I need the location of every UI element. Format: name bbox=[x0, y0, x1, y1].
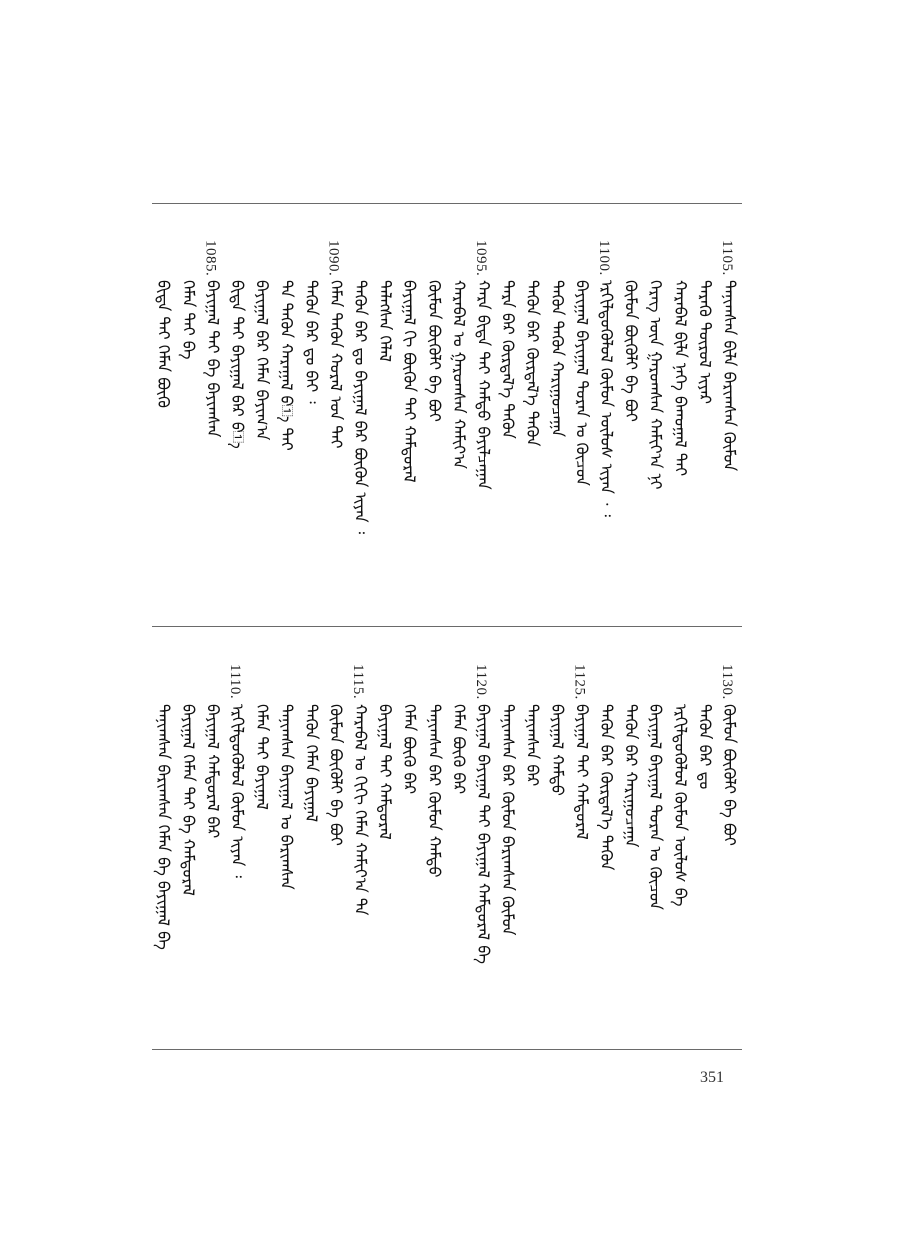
verse-column bbox=[175, 664, 201, 1024]
verse-column bbox=[421, 664, 447, 1024]
verse-column bbox=[396, 240, 422, 600]
verse-line: ᠲᠠ ᠲᠡᠭᠦᠨ ᠬᠠᠷᠠᠭᠠᠯ ᠪ᠋ᠠ ᠲᠠᠢ bbox=[277, 280, 297, 451]
verse-section-upper bbox=[152, 240, 742, 620]
verse-column bbox=[470, 664, 496, 1024]
verse-column bbox=[593, 664, 619, 1024]
verse-column bbox=[568, 240, 594, 600]
verse-column bbox=[396, 664, 422, 1024]
verse-line: ᠲᠡᠭᠦᠨ ᠪᠡᠷ ᠬᠠᠷᠢᠭᠤᠴᠠᠭᠠ bbox=[621, 704, 641, 848]
verse-column bbox=[298, 664, 324, 1024]
verse-line: ᠬᠦᠮᠦᠨ ᠪᠦᠬᠦᠯᠢ ᠪᠠ ᠪᠤᠢ bbox=[720, 704, 739, 846]
verse-column bbox=[691, 240, 717, 600]
verse-line: ᠬᠡᠮᠡᠨ ᠲᠠᠢ ᠪᠠᠶᠢᠭᠠᠯ bbox=[252, 704, 272, 810]
line-number: 1125. bbox=[571, 664, 588, 700]
verse-line: ᠲᠡᠭᠦᠨ ᠪᠡᠷ ᠬᠦᠷᠲᠡᠯ᠎ᠡ ᠲᠡᠭᠦᠨ bbox=[597, 704, 616, 871]
verse-column bbox=[544, 664, 570, 1024]
verse-column bbox=[593, 240, 619, 600]
line-number: 1100. bbox=[596, 240, 612, 276]
verse-line: ᠲᠡᠭᠦᠨ ᠪᠡᠷ ᠬᠦᠷᠲᠡᠯ᠎ᠡ ᠲᠡᠭᠦᠨ bbox=[523, 280, 543, 447]
verse-column bbox=[642, 240, 668, 600]
verse-line: ᠬᠦᠮᠦᠨ ᠪᠦᠬᠦᠯᠢ ᠪᠠ ᠪᠤᠢ bbox=[424, 280, 444, 422]
verse-column bbox=[544, 240, 570, 600]
verse-line: ᠪᠠᠶᠢᠭᠠᠯ ᠪᠠᠶᠢᠭᠠᠯ ᠳᠤᠷᠠᠨ ᠤ ᠬᠦᠴᠦᠨ bbox=[646, 704, 666, 910]
verse-line: ᠬᠠᠷᠠ ᠪᠢᠳᠡ ᠲᠠᠢ ᠬᠠᠮᠲᠤ ᠪᠠᠶᠢᠯᠴᠠᠭᠠᠨ bbox=[474, 280, 493, 490]
verse-line: ᠬᠦᠮᠦᠨ ᠪᠦᠬᠦᠯᠢ ᠪᠠ ᠪᠤᠢ bbox=[621, 280, 641, 422]
verse-line: ᠲᠡᠷᠡᠭᠦ ᠲᠦᠷᠦᠯ ᠢᠶᠠᠷ bbox=[695, 280, 715, 405]
verse-column bbox=[642, 664, 668, 1024]
verse-line: ᠲᠠᠨᠢᠭᠰᠠᠨ ᠪᠠᠷᠢᠭᠰᠠᠨ ᠬᠡᠮᠡᠨ ᠪᠠ ᠪᠠᠶᠢᠭᠠᠯ ᠪᠠ bbox=[154, 704, 174, 950]
verse-column bbox=[298, 240, 324, 600]
verse-line: ᠪᠠᠶᠢᠭᠠᠯ ᠲᠠᠢ ᠪᠠ ᠪᠠᠶᠢᠭᠰᠠᠨ bbox=[203, 280, 223, 438]
verse-line: ᠲᠡᠭᠦᠨ ᠲᠡᠭᠦᠨ ᠬᠠᠷᠢᠭᠤᠴᠠᠭᠠ bbox=[547, 280, 567, 438]
verse-column bbox=[495, 240, 521, 600]
verse-line: ᠪᠠᠶᠢᠭᠠᠯ ᠲᠠᠢ ᠬᠠᠮᠲᠤᠷᠠᠯ bbox=[375, 704, 395, 840]
verse-column bbox=[421, 240, 447, 600]
verse-column bbox=[618, 664, 644, 1024]
verse-line: ᠲᠠᠨᠢᠭᠰᠠᠨ ᠪᠡᠷ bbox=[523, 704, 543, 787]
verse-line: ᠡᠷᠭᠢᠯᠳᠦᠭᠦᠯᠦᠯ ᠬᠦᠮᠦᠨ ᠢᠶᠡᠨ ᠄ bbox=[228, 704, 247, 878]
verse-line: ᠪᠠᠶᠢᠭᠠᠯ ᠪᠠᠶᠢᠭᠠᠯ ᠲᠠᠢ ᠪᠠᠶᠢᠭᠠᠯ ᠬᠠᠮᠲᠤᠷᠠᠯ ᠪᠠ bbox=[474, 704, 493, 964]
verse-line: ᠪᠠᠶᠢᠭᠠᠯ ᠬᠠᠮᠲᠤ bbox=[547, 704, 567, 796]
verse-line: ᠡᠷᠭᠢᠯᠳᠦᠭᠦᠯᠦᠯ ᠬᠦᠮᠦᠨ ᠦᠯᠦᠰ ᠪᠠ bbox=[670, 704, 690, 907]
line-number: 1085. bbox=[202, 240, 219, 277]
line-number: 1105. bbox=[719, 240, 735, 276]
line-number: 1130. bbox=[719, 664, 735, 700]
verse-column bbox=[716, 664, 742, 1024]
verse-column bbox=[347, 240, 373, 600]
verse-line: ᠲᠡᠷᠡ ᠪᠡᠷ ᠬᠦᠷᠲᠡᠯ᠎ᠡ ᠲᠡᠭᠦᠨ bbox=[498, 280, 518, 439]
verse-column bbox=[445, 664, 471, 1024]
verse-line: ᠪᠠᠶᠢᠭᠠᠯ ᠬᠢ ᠪᠦᠬᠦᠨ ᠲᠠᠢ ᠬᠠᠮᠲᠤᠷᠠᠯ bbox=[400, 280, 420, 483]
line-number: 1120. bbox=[473, 664, 489, 700]
verse-column bbox=[372, 240, 398, 600]
verse-line: ᠬᠡᠷᠡᠭ ᠦᠨ ᠭᠠᠷᠤᠭᠰᠠᠨ ᠬᠠᠮᠢᠶ᠎ᠠ ᠨᠢ bbox=[646, 280, 666, 490]
verse-column bbox=[199, 240, 225, 600]
verse-line: ᠲᠠᠨᠢᠭᠰᠠᠨ ᠪᠠᠶᠢᠭᠠᠯ ᠤ ᠪᠠᠷᠢᠭᠰᠠᠨ bbox=[277, 704, 297, 890]
verse-line: ᠪᠠᠶᠢᠭᠠᠯ ᠬᠡᠮᠡᠨ ᠲᠠᠢ ᠪᠠ ᠬᠠᠮᠲᠤᠷᠠᠯ bbox=[178, 704, 198, 896]
verse-column bbox=[199, 664, 225, 1024]
verse-column bbox=[618, 240, 644, 600]
line-number: 1110. bbox=[227, 664, 243, 700]
verse-column bbox=[224, 240, 250, 600]
verse-column bbox=[273, 240, 299, 600]
verse-column bbox=[519, 664, 545, 1024]
verse-line: ᠲᠡᠯᠡᠭᠰᠡᠨ ᠬᠡᠯᠡᠯ bbox=[375, 280, 395, 363]
verse-line: ᠬᠡᠮᠡᠨ ᠪᠦᠬᠦ ᠪᠡᠷ bbox=[400, 704, 420, 795]
verse-column bbox=[249, 240, 275, 600]
verse-column bbox=[667, 240, 693, 600]
verse-line: ᠪᠠᠶᠢᠭᠠᠯ ᠬᠠᠮᠲᠤᠷᠠᠯ ᠪᠡᠷ bbox=[203, 704, 223, 839]
verse-column bbox=[519, 240, 545, 600]
verse-line: ᠲᠡᠭᠦᠨ ᠪᠡᠷ ᠳᠤ ᠪᠠᠢ ᠄ bbox=[301, 280, 321, 404]
verse-line: ᠪᠠᠶᠢᠭᠠᠯ ᠲᠠᠢ ᠬᠠᠮᠲᠤᠷᠠᠯ bbox=[572, 704, 592, 840]
verse-column bbox=[716, 240, 742, 600]
page-number: 351 bbox=[700, 1069, 724, 1086]
verse-line: ᠲᠡᠭᠦᠨ ᠪᠡᠷ ᠳᠤ bbox=[695, 704, 715, 790]
bottom-rule bbox=[152, 1049, 742, 1050]
verse-line: ᠲᠡᠭᠦᠨ ᠪᠡᠷ ᠳᠤ ᠪᠠᠶᠢᠭᠠᠯ ᠪᠡᠷ ᠪᠦᠬᠦᠨ ᠢᠶᠡᠨ ᠄ bbox=[351, 280, 370, 535]
line-number: 1090. bbox=[325, 240, 342, 277]
middle-rule bbox=[152, 626, 742, 627]
verse-column bbox=[224, 664, 250, 1024]
verse-column bbox=[691, 664, 717, 1024]
verse-line: ᠪᠠᠶᠢᠭᠠᠯ ᠪᠠᠶᠢᠭᠠᠯ ᠳᠤᠷᠠᠨ ᠤ ᠬᠦᠴᠦᠨ bbox=[572, 280, 592, 486]
top-rule bbox=[152, 203, 742, 204]
verse-column bbox=[175, 240, 201, 600]
line-number: 1095. bbox=[473, 240, 489, 277]
verse-line: ᠬᠠᠷᠠᠪᠠᠯ ᠪᠢᠯᠡ ᠨᠡᠭᠡ ᠪᠠᠬᠤᠭᠠᠯ ᠲᠠᠢ bbox=[670, 280, 690, 477]
verse-column bbox=[347, 664, 373, 1024]
verse-line: ᠪᠠᠶᠢᠭᠠᠯ ᠪᠡᠷ ᠬᠡᠮᠡᠨ ᠪᠠᠶᠢᠭ᠎ᠠ bbox=[252, 280, 272, 441]
verse-line: ᠲᠡᠭᠦᠨ ᠬᠡᠮᠡᠨ ᠪᠠᠶᠢᠭᠠᠯ bbox=[301, 704, 321, 823]
verse-line: ᠡᠷᠭᠢᠯᠳᠦᠭᠦᠯᠦᠯ ᠬᠦᠮᠦᠨ ᠦᠯᠦᠰ ᠢᠶᠡᠨ ᠂ ᠄ bbox=[597, 280, 616, 517]
verse-column bbox=[150, 664, 176, 1024]
verse-line: ᠲᠠᠨᠢᠭᠰᠠᠨ ᠪᠢᠯᠡ ᠪᠠᠷᠢᠭᠰᠠᠨ ᠬᠦᠮᠦᠨ bbox=[720, 280, 739, 472]
verse-column bbox=[322, 240, 348, 600]
verse-column bbox=[667, 664, 693, 1024]
verse-line: ᠬᠡᠮᠡᠨ ᠲᠠᠢ ᠪᠠ bbox=[178, 280, 198, 360]
verse-line: ᠪᠢᠳᠡ ᠲᠠᠢ ᠬᠡᠮᠡᠨ ᠪᠦᠬᠦ bbox=[154, 280, 174, 409]
verse-column bbox=[445, 240, 471, 600]
verse-line: ᠬᠡᠮᠡᠨ ᠪᠦᠬᠦ ᠪᠡᠷ bbox=[449, 704, 469, 795]
verse-line: ᠬᠦᠮᠦᠨ ᠪᠦᠬᠦᠯᠢ ᠪᠠ ᠪᠤᠢ bbox=[326, 704, 346, 846]
verse-column bbox=[470, 240, 496, 600]
verse-line: ᠬᠠᠷᠠᠪᠠᠯ ᠤ ᠬᠢᠬᠢ ᠬᠡᠮᠡᠨ ᠬᠠᠮᠢᠶ᠎ᠠ ᠲᠠ bbox=[351, 704, 370, 916]
verse-column bbox=[249, 664, 275, 1024]
verse-column bbox=[495, 664, 521, 1024]
verse-line: ᠲᠠᠨᠢᠭᠰᠠᠨ ᠪᠡᠷ ᠬᠦᠮᠦᠨ ᠪᠠᠷᠢᠭᠰᠠᠨ ᠬᠦᠮᠦᠨ bbox=[498, 704, 518, 936]
verse-line: ᠬᠠᠷᠠᠪᠠᠯ ᠤ ᠭᠠᠷᠤᠭᠰᠠᠨ ᠬᠠᠮᠢᠶ᠎ᠠ bbox=[449, 280, 469, 470]
verse-line: ᠲᠠᠨᠢᠭᠰᠠᠨ ᠪᠡᠷ ᠬᠦᠮᠦᠨ ᠬᠠᠮᠲᠤ bbox=[424, 704, 444, 878]
line-number: 1115. bbox=[350, 664, 366, 700]
verse-column bbox=[150, 240, 176, 600]
verse-line: ᠬᠡᠮᠡᠨ ᠲᠡᠭᠦᠨ ᠬᠤᠷᠠᠯ ᠤᠨ ᠲᠠᠢ bbox=[326, 280, 346, 449]
verse-column bbox=[568, 664, 594, 1024]
verse-column bbox=[372, 664, 398, 1024]
verse-column bbox=[273, 664, 299, 1024]
verse-column bbox=[322, 664, 348, 1024]
verse-section-lower bbox=[152, 664, 742, 1044]
verse-line: ᠪᠢᠳᠡ ᠲᠠᠢ ᠪᠠᠶᠢᠭᠠᠯ ᠪᠡᠷ ᠪ᠋ᠠ bbox=[228, 280, 247, 449]
